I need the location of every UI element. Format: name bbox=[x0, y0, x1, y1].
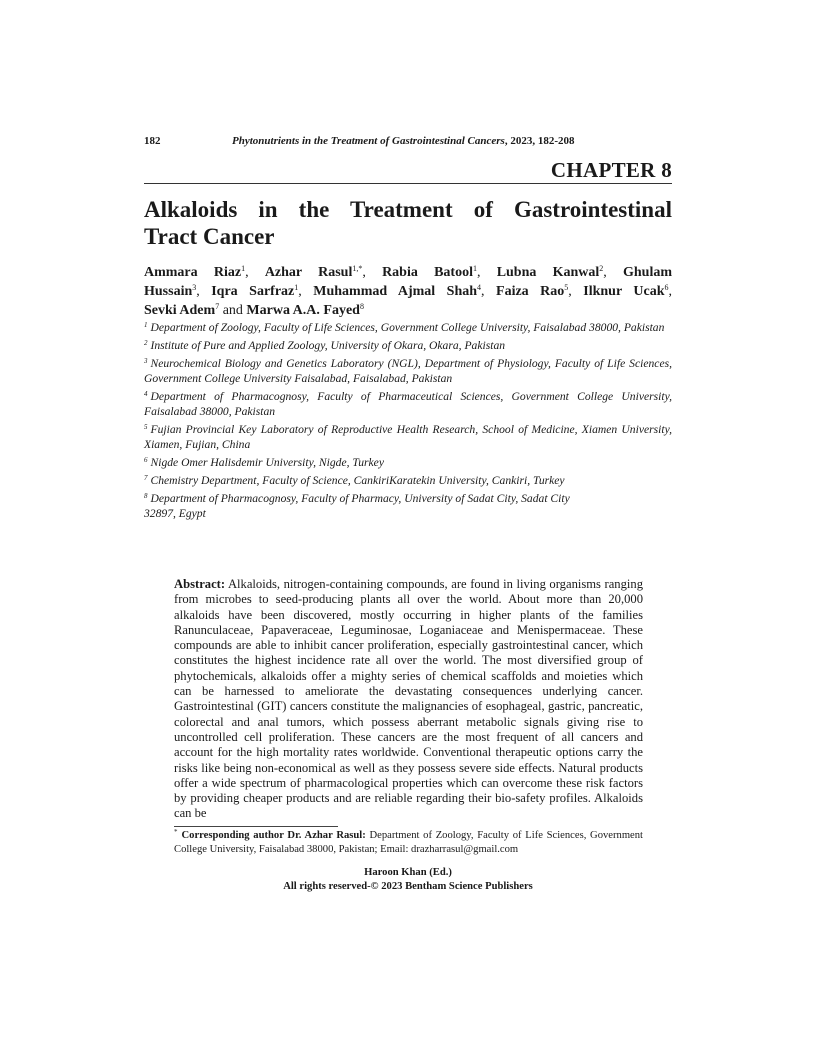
affiliation-item bbox=[144, 455, 672, 470]
footnote-text: Department of Zoology, Faculty of Life Sciences, Government College University, Faisalabad 38000, Pakistan; Email: drazharrasul@gmail.com bbox=[174, 830, 643, 855]
abstract-label: Abstract: bbox=[174, 577, 226, 591]
author-name: Ilknur Ucak bbox=[583, 284, 665, 299]
affiliation-item bbox=[144, 473, 672, 488]
affiliation-number: 7 bbox=[144, 474, 148, 482]
footnote-rule bbox=[174, 826, 338, 827]
affiliation-number: 8 bbox=[144, 492, 148, 500]
author-affil-ref: 6 bbox=[664, 283, 669, 292]
title-line-2: Tract Cancer bbox=[144, 224, 275, 249]
page-number: 182 bbox=[144, 135, 161, 147]
journal-citation bbox=[232, 133, 574, 149]
title-line-1: Alkaloids in the Treatment of Gastrointestinal bbox=[144, 197, 672, 222]
author-conjunction: and bbox=[222, 303, 243, 318]
author-name-part: Hussain bbox=[144, 284, 193, 299]
copyright-line: All rights reserved-© 2023 Bentham Science Publishers bbox=[283, 881, 533, 892]
editor-credit bbox=[144, 866, 672, 894]
header-rule bbox=[144, 183, 672, 184]
footnote-label: Corresponding author Dr. Azhar Rasul: bbox=[181, 830, 366, 841]
author-name: Faiza Rao bbox=[496, 284, 565, 299]
running-header bbox=[144, 133, 672, 149]
journal-issue: , 2023, 182-208 bbox=[504, 135, 575, 147]
author-affil-ref: 7 bbox=[215, 302, 220, 311]
affiliation-text: Fujian Provincial Key Laboratory of Reproductive Health Research, School of Medicine, Xiamen University, Xiamen, Fujian, China bbox=[144, 423, 672, 451]
author-affil-ref: 2 bbox=[599, 264, 604, 273]
affiliation-text: Institute of Pure and Applied Zoology, University of Okara, Okara, Pakistan bbox=[150, 339, 506, 352]
author-line-1: Ammara Riaz$^1$, Azhar Rasul$^{1,*}$, Rabia Batool$^1$, Lubna Kanwal$^2$, Ghulam bbox=[144, 264, 673, 280]
footnote-marker: * bbox=[174, 828, 178, 836]
author-name: Iqra Sarfraz bbox=[211, 284, 295, 299]
author-name-part: Ghulam bbox=[623, 265, 673, 280]
author-name: Azhar Rasul bbox=[264, 265, 353, 280]
author-affil-ref: 1,* bbox=[352, 264, 363, 273]
author-affil-ref: 8 bbox=[359, 302, 364, 311]
author-affil-ref: 5 bbox=[564, 283, 569, 292]
author-line-3 bbox=[144, 301, 672, 320]
affiliation-item bbox=[144, 320, 672, 335]
affiliation-number: 5 bbox=[144, 423, 148, 431]
corresponding-author-footnote bbox=[174, 829, 643, 857]
affiliation-number: 3 bbox=[144, 357, 148, 365]
affiliation-number: 2 bbox=[144, 339, 148, 347]
author-name: Muhammad Ajmal Shah bbox=[313, 284, 478, 299]
chapter-title bbox=[144, 196, 672, 250]
affiliation-number: 4 bbox=[144, 390, 148, 398]
author-name: Lubna Kanwal bbox=[496, 265, 600, 280]
affiliation-item bbox=[144, 338, 672, 353]
author-affil-ref: 1 bbox=[472, 264, 477, 273]
affiliation-item bbox=[144, 491, 604, 521]
author-affil-ref: 3 bbox=[192, 283, 197, 292]
author-affil-ref: 1 bbox=[241, 264, 246, 273]
editor-name: Haroon Khan (Ed.) bbox=[364, 867, 452, 878]
affiliation-text: Department of Pharmacognosy, Faculty of Pharmaceutical Sciences, Government College University, Faisalabad 38000, Pakistan bbox=[144, 390, 672, 418]
affiliation-text: Department of Pharmacognosy, Faculty of Pharmacy, University of Sadat City, Sadat City 32897, Egypt bbox=[144, 492, 570, 520]
affiliation-item bbox=[144, 389, 672, 419]
affiliation-text: Neurochemical Biology and Genetics Laboratory (NGL), Department of Physiology, Faculty of Life Sciences, Government College University Faisalabad, Faisalabad, Pakistan bbox=[144, 357, 672, 385]
author-name: Ammara Riaz bbox=[144, 265, 242, 280]
affiliation-number: 6 bbox=[144, 456, 148, 464]
affiliation-text: Nigde Omer Halisdemir University, Nigde, Turkey bbox=[150, 456, 384, 469]
chapter-label: CHAPTER 8 bbox=[550, 158, 672, 182]
author-line-2: Hussain$^3$, Iqra Sarfraz$^1$, Muhammad Ajmal Shah$^4$, Faiza Rao$^5$, Ilknur Ucak$^6$, bbox=[144, 283, 673, 299]
affiliation-item bbox=[144, 356, 672, 386]
affiliation-text: Chemistry Department, Faculty of Science, CankiriKaratekin University, Cankiri, Turkey bbox=[150, 474, 565, 487]
author-name: Sevki Adem bbox=[144, 303, 216, 318]
author-name: Rabia Batool bbox=[382, 265, 473, 280]
author-affil-ref: 1 bbox=[294, 283, 299, 292]
author-list bbox=[144, 263, 672, 320]
affiliation-list bbox=[144, 320, 672, 524]
affiliation-text: Department of Zoology, Faculty of Life Sciences, Government College University, Faisalabad 38000, Pakistan bbox=[150, 321, 665, 334]
affiliation-item bbox=[144, 422, 672, 452]
author-name: Marwa A.A. Fayed bbox=[246, 303, 360, 318]
abstract-text: Alkaloids, nitrogen-containing compounds, are found in living organisms ranging from microbes to seed-producing plants all over the world. About more than 20,000 alkaloids have been discovered, mostly occurring in higher plants of the families Ranunculaceae, Papaveraceae, Leguminosae, Loganiaceae and Menispermaceae. These compounds are able to inhibit cancer proliferation, especially gastrointestinal cancer, which constitutes the highest incidence rate all over the world. The most diversified group of phytochemicals, alkaloids offer a mighty series of chemical scaffolds and moieties which can be harnessed to ameliorate the devastating consequences underlying cancer. Gastrointestinal (GIT) cancers constitute the malignancies of esophageal, gastric, pancreatic, colorectal and anal tumors, which possess aberrant metabolic signals giving rise to uncontrolled cell proliferation. These cancers are the most frequent of all cancers and account for the high mortality rates worldwide. Conventional therapeutic options carry the risks like being non-economical as well as they possess severe side effects. Natural products offer a wide spectrum of pharmacological properties which can overcome these risk factors by providing cheaper products and are reliable regarding their bio-safety profiles. Alkaloids can be bbox=[174, 577, 643, 821]
abstract bbox=[174, 577, 643, 822]
journal-title: Phytonutrients in the Treatment of Gastrointestinal Cancers bbox=[232, 135, 505, 147]
affiliation-number: 1 bbox=[144, 321, 148, 329]
author-affil-ref: 4 bbox=[477, 283, 482, 292]
